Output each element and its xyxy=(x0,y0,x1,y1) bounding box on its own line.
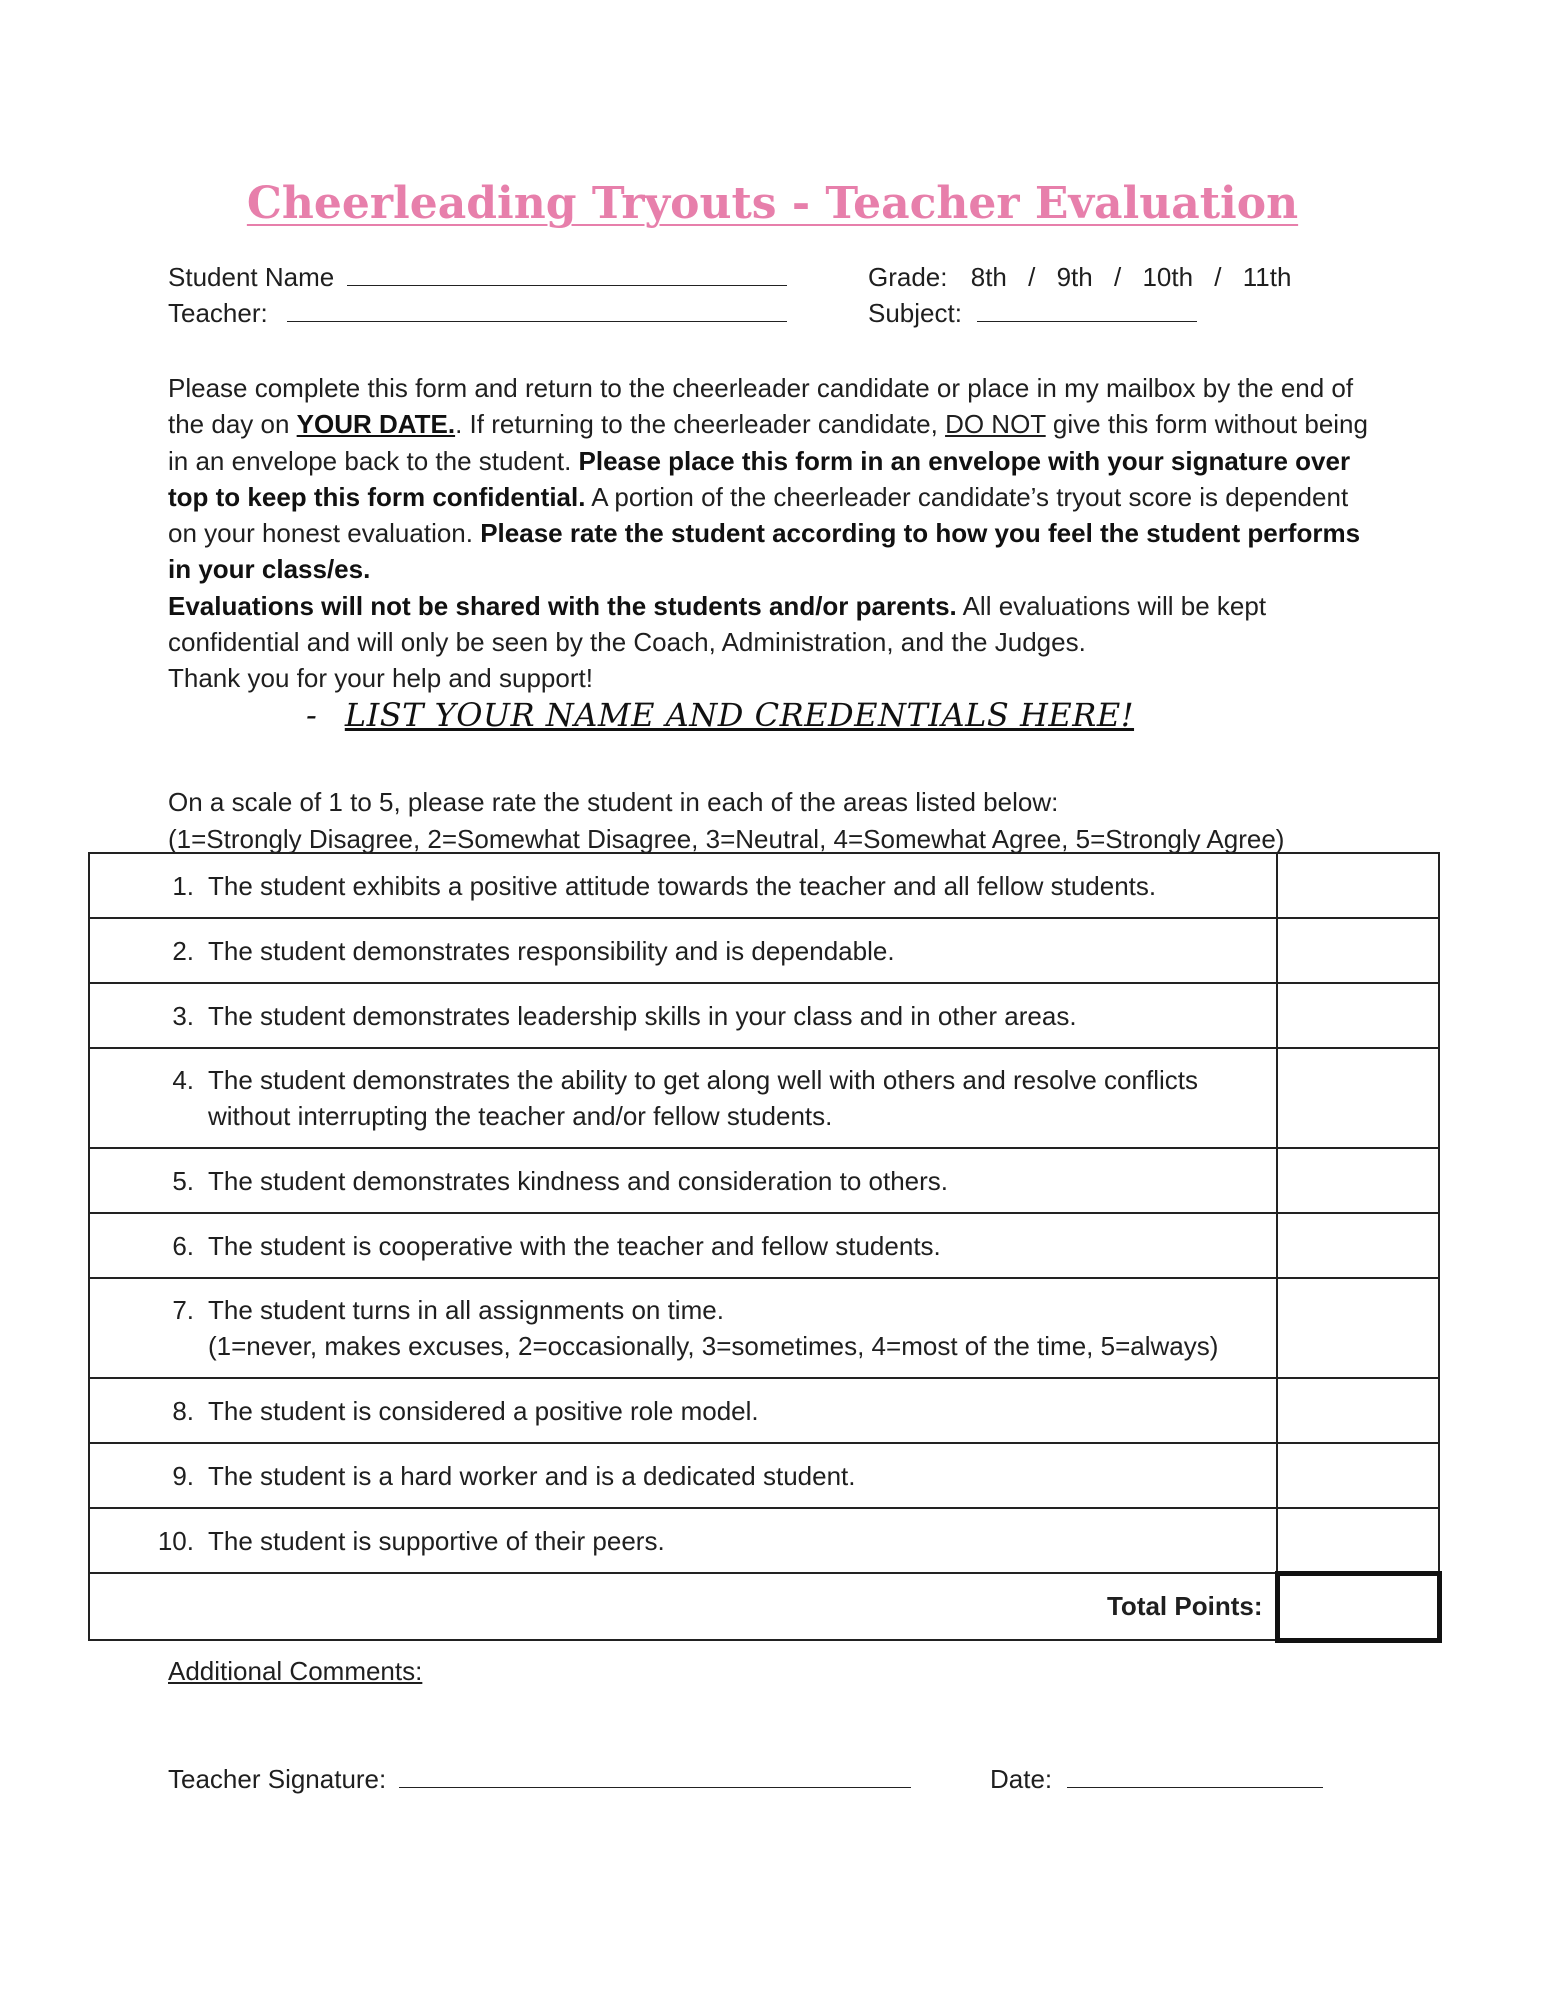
score-input[interactable] xyxy=(1277,1443,1439,1508)
total-points-box[interactable] xyxy=(1277,1573,1439,1640)
question-subtext: (1=never, makes excuses, 2=occasionally, 3=sometimes, 4=most of the time, 5=always) xyxy=(208,1331,1219,1361)
grade-option-10th[interactable]: 10th xyxy=(1142,262,1194,292)
instructions-paragraph xyxy=(168,370,1368,697)
instructions-text: A portion of the cheerleader candidate’s tryout score is dependent on your honest evaluation. xyxy=(168,481,1349,549)
question-text: The student is supportive of their peers. xyxy=(208,1525,665,1556)
question-subtext: without interrupting the teacher and/or fellow students. xyxy=(208,1101,833,1131)
scale-legend: (1=Strongly Disagree, 2=Somewhat Disagree, 3=Neutral, 4=Somewhat Agree, 5=Strongly Agree) xyxy=(168,823,1285,854)
question-row xyxy=(89,853,1439,918)
signature-placeholder: LIST YOUR NAME AND CREDENTIALS HERE! xyxy=(344,696,1135,734)
envelope-instruction: Please place this form in an envelope with your signature over top to keep this form confidential. xyxy=(168,445,1351,512)
question-cell xyxy=(89,1278,1277,1378)
score-input[interactable] xyxy=(1277,1278,1439,1378)
question-number: 8. xyxy=(172,1395,194,1426)
instructions-text: All evaluations will be kept confidential and will only be seen by the Coach, Administration, and the Judges. xyxy=(168,590,1267,658)
total-row xyxy=(89,1573,1439,1640)
score-input[interactable] xyxy=(1277,853,1439,918)
question-text: The student demonstrates the ability to get along well with others and resolve conflicts xyxy=(208,1065,1198,1095)
question-cell xyxy=(89,983,1277,1048)
question-number: 3. xyxy=(172,1000,194,1031)
rating-table xyxy=(88,852,1442,1643)
question-text-block xyxy=(208,1523,1276,1559)
question-row xyxy=(89,1443,1439,1508)
question-text-block xyxy=(208,1163,1276,1199)
total-label: Total Points: xyxy=(89,1573,1277,1640)
page-title: Cheerleading Tryouts - Teacher Evaluation xyxy=(246,178,1299,229)
teacher-signature-field[interactable] xyxy=(399,1765,911,1788)
question-number: 2. xyxy=(172,935,194,966)
teacher-signature-row xyxy=(168,1764,911,1795)
question-text: The student is a hard worker and is a dedicated student. xyxy=(208,1460,856,1491)
question-text-block xyxy=(208,933,1276,969)
question-number: 9. xyxy=(172,1460,194,1491)
grade-option-9th[interactable]: 9th xyxy=(1056,262,1093,292)
question-text-block xyxy=(208,998,1276,1034)
question-text: The student is cooperative with the teacher and fellow students. xyxy=(208,1230,941,1261)
question-row xyxy=(89,1508,1439,1573)
question-cell xyxy=(89,1378,1277,1443)
question-text-block xyxy=(208,1292,1276,1364)
teacher-signature-label: Teacher Signature: xyxy=(168,1764,387,1794)
question-text: The student exhibits a positive attitude towards the teacher and all fellow students. xyxy=(208,870,1157,901)
question-text-block xyxy=(208,1458,1276,1494)
date-row xyxy=(990,1764,1323,1795)
question-number: 10. xyxy=(157,1525,194,1556)
question-cell xyxy=(89,1443,1277,1508)
teacher-row xyxy=(168,298,787,329)
question-cell xyxy=(89,1148,1277,1213)
subject-row xyxy=(868,298,1197,329)
instructions-text: Please complete this form and return to the cheerleader candidate or place in my mailbox by the end of the day on xyxy=(168,373,1354,440)
score-input[interactable] xyxy=(1277,983,1439,1048)
question-cell xyxy=(89,1508,1277,1573)
question-text: The student turns in all assignments on time. xyxy=(208,1295,724,1325)
score-input[interactable] xyxy=(1277,1508,1439,1573)
question-row xyxy=(89,1148,1439,1213)
coach-signature xyxy=(306,696,1134,734)
question-text-block xyxy=(208,1228,1276,1264)
instructions-text: . If returning to the cheerleader candidate, xyxy=(455,409,946,440)
score-input[interactable] xyxy=(1277,1378,1439,1443)
grade-option-11th[interactable]: 11th xyxy=(1242,262,1292,292)
question-number: 5. xyxy=(172,1165,194,1196)
subject-label: Subject: xyxy=(868,298,962,328)
question-cell xyxy=(89,1048,1277,1148)
question-text: The student demonstrates leadership skills in your class and in other areas. xyxy=(208,1000,1077,1031)
question-text: The student demonstrates kindness and consideration to others. xyxy=(208,1165,948,1196)
question-row xyxy=(89,1378,1439,1443)
student-name-row xyxy=(168,262,787,293)
date-label: Date: xyxy=(990,1764,1053,1794)
student-name-label: Student Name xyxy=(168,262,335,292)
question-text-block xyxy=(208,1062,1276,1134)
score-input[interactable] xyxy=(1277,1048,1439,1148)
question-text-block xyxy=(208,1393,1276,1429)
question-cell xyxy=(89,1213,1277,1278)
question-cell xyxy=(89,853,1277,918)
question-number: 7. xyxy=(172,1295,194,1325)
question-number: 4. xyxy=(172,1065,194,1095)
question-text: The student demonstrates responsibility and is dependable. xyxy=(208,935,895,966)
subject-field[interactable] xyxy=(977,299,1197,322)
question-row xyxy=(89,983,1439,1048)
grade-row xyxy=(868,262,1291,293)
do-not-text: DO NOT xyxy=(945,409,1046,440)
date-placeholder: YOUR DATE. xyxy=(296,409,456,440)
grade-separator: / xyxy=(1028,262,1036,292)
grade-option-8th[interactable]: 8th xyxy=(970,262,1007,292)
question-row xyxy=(89,1278,1439,1378)
question-row xyxy=(89,918,1439,983)
score-input[interactable] xyxy=(1277,1148,1439,1213)
additional-comments-label: Additional Comments: xyxy=(168,1656,423,1686)
rating-instruction: Please rate the student according to how you feel the student performs in your class/es. xyxy=(168,518,1361,585)
teacher-label: Teacher: xyxy=(168,298,268,328)
thanks-text: Thank you for your help and support! xyxy=(168,663,593,694)
grade-separator: / xyxy=(1214,262,1222,292)
score-input[interactable] xyxy=(1277,918,1439,983)
question-row xyxy=(89,1048,1439,1148)
signature-dash: - xyxy=(306,696,317,734)
rating-scale xyxy=(168,784,1284,857)
grade-separator: / xyxy=(1113,262,1122,292)
question-cell xyxy=(89,918,1277,983)
instructions-text: give this form without being in an envelope back to the student. xyxy=(168,409,1368,476)
date-field[interactable] xyxy=(1067,1765,1323,1788)
teacher-field[interactable] xyxy=(287,299,787,322)
confidentiality-notice: Evaluations will not be shared with the students and/or parents. xyxy=(168,590,957,621)
grade-label: Grade: xyxy=(868,262,948,292)
student-name-field[interactable] xyxy=(347,263,787,286)
question-number: 6. xyxy=(172,1230,194,1261)
score-input[interactable] xyxy=(1277,1213,1439,1278)
question-row xyxy=(89,1213,1439,1278)
question-text-block xyxy=(208,868,1276,904)
scale-intro: On a scale of 1 to 5, please rate the student in each of the areas listed below: xyxy=(168,787,1059,817)
question-text: The student is considered a positive role model. xyxy=(208,1395,759,1426)
question-number: 1. xyxy=(172,870,194,901)
